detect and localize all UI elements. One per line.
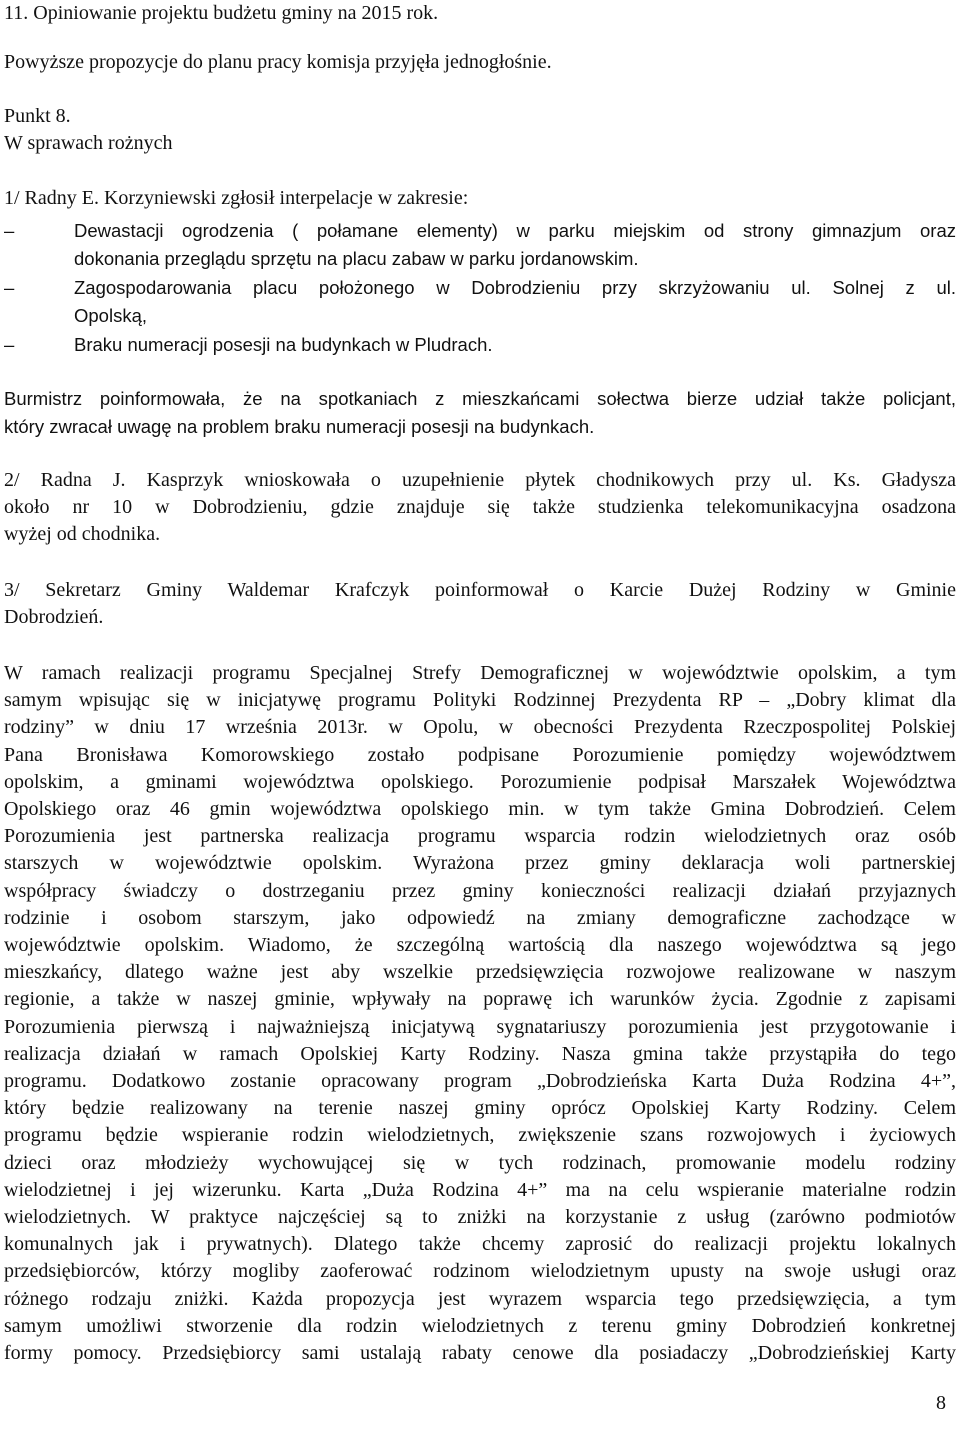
mayor-paragraph-line: Burmistrz poinformowała, że na spotkaniach z mieszkańcami sołectwa bierze udział także policjant, [4, 388, 956, 409]
secretary-paragraph-line: 3/ Sekretarz Gminy Waldemar Krafczyk poinformował o Karcie Dużej Rodziny w Gminie [4, 579, 956, 601]
paragraph-line: województwie opolskim. Wiadomo, że szczególną wartością dla naszego województwa są jego [4, 934, 956, 956]
paragraph-line: regionie, a także w naszej gminie, wpływały na poprawę ich warunków życia. Zgodnie z zapisami [4, 988, 956, 1011]
paragraph-line: samym umożliwi stworzenie dla rodzin wielodzietnych z terenu gminy Dobrodzień konkretnej [4, 1314, 956, 1337]
paragraph-line: opolskim, a gminami województwa opolskiego. Porozumienie podpisał Marszałek Województwa [4, 770, 956, 793]
interpellation-intro: 1/ Radny E. Korzyniewski zgłosił interpelacje w zakresie: [4, 187, 469, 209]
paragraph-line: współpracy świadczy o dostrzeganiu przez gminy konieczności realizacji działań przyjaznych [4, 879, 956, 902]
paragraph-line: Opolskiego oraz 46 gmin województwa opolskiego min. w tym także Gmina Dobrodzień. Celem [4, 798, 956, 820]
paragraph-line: W ramach realizacji programu Specjalnej Strefy Demograficznej w województwie opolskim, a tym [4, 662, 956, 684]
motion-paragraph-line: wyżej od chodnika. [4, 523, 161, 545]
approval-note: Powyższe propozycje do planu pracy komisja przyjęła jednogłośnie. [4, 51, 552, 73]
paragraph-line: komunalnych jak i prywatnych). Dlatego także chcemy zaprosić do realizacji projektu lokalnych [4, 1233, 956, 1256]
point-title: W sprawach rożnych [4, 132, 173, 154]
paragraph-line: realizacja działań w ramach Opolskiej Karty Rodziny. Nasza gmina także przystąpiła do tego [4, 1042, 956, 1065]
motion-paragraph-line: 2/ Radna J. Kasprzyk wnioskowała o uzupełnienie płytek chodnikowych przy ul. Ks. Gładysza [4, 469, 956, 491]
paragraph-line: programu będzie wspieranie rodzin wielodzietnych, zwiększenie szans rozwojowych i życiowych [4, 1124, 956, 1147]
paragraph-line: Pana Bronisława Komorowskiego zostało podpisane Porozumienie pomiędzy województwem [4, 743, 956, 766]
paragraph-line: starszych w województwie opolskim. Wyrażona przez gminy deklaracja woli partnerskiej [4, 852, 956, 875]
paragraph-line: wielodzietnej i jej wizerunku. Karta „Duża Rodzina 4+” ma na celu wspieranie materialne rodzin [4, 1178, 956, 1201]
bullet-line: Braku numeracji posesji na budynkach w Pludrach. [74, 334, 493, 355]
paragraph-line: przedsiębiorców, którzy mogliby zaoferować rodzinom wielodzietnym upusty na swoje usługi oraz [4, 1260, 956, 1283]
paragraph-line: formy pomocy. Przedsiębiorcy sami ustalają rabaty cenowe dla posiadaczy „Dobrodzieńskiej Karty [4, 1342, 956, 1364]
paragraph-line: wielodzietnych. W praktyce najczęściej są to zniżki na korzystanie z usług (zarówno podmiotów [4, 1206, 956, 1228]
bullet-line: Zagospodarowania placu położonego w Dobrodzieniu przy skrzyżowaniu ul. Solnej z ul. [74, 277, 956, 298]
mayor-paragraph-line: który zwracał uwagę na problem braku numeracji posesji na budynkach. [4, 416, 595, 437]
bullet-line: Dewastacji ogrodzenia ( połamane elementy) w parku miejskim od strony gimnazjum oraz [74, 220, 956, 241]
dash-bullet-icon: – [4, 334, 15, 355]
paragraph-line: samym wpisując się w inicjatywę programu Polityki Rodzinnej Prezydenta RP – „Dobry klimat dla [4, 689, 956, 712]
agenda-item-11: 11. Opiniowanie projektu budżetu gminy na 2015 rok. [4, 2, 439, 24]
bullet-line: dokonania przeglądu sprzętu na placu zabaw w parku jordanowskim. [74, 248, 639, 269]
secretary-paragraph-line: Dobrodzień. [4, 606, 104, 628]
paragraph-line: Porozumienia jest partnerska realizacja programu wsparcia rodzin wielodzietnych oraz osób [4, 825, 956, 848]
paragraph-line: który będzie realizowany na terenie naszej gminy oprócz Opolskiej Karty Rodziny. Celem [4, 1097, 956, 1120]
paragraph-line: różnego rodzaju zniżki. Każda propozycja jest wyrazem wsparcia tego przedsięwzięcia, a tym [4, 1287, 956, 1310]
paragraph-line: rodziny” w dniu 17 września 2013r. w Opolu, w obecności Prezydenta Rzeczpospolitej Polskiej [4, 716, 956, 739]
motion-paragraph-line: około nr 10 w Dobrodzieniu, gdzie znajduje się także studzienka telekomunikacyjna osadzona [4, 496, 956, 518]
dash-bullet-icon: – [4, 277, 15, 298]
page-number: 8 [936, 1392, 946, 1414]
paragraph-line: dzieci oraz młodzieży wychowującej się w tych rodzinach, promowanie modelu rodziny [4, 1151, 956, 1174]
paragraph-line: programu. Dodatkowo zostanie opracowany program „Dobrodzieńska Karta Duża Rodzina 4+”, [4, 1070, 956, 1092]
paragraph-line: rodzinie i osobom starszym, jako odpowiedź na zmiany demograficzne zachodzące w [4, 906, 956, 929]
dash-bullet-icon: – [4, 220, 15, 241]
point-label: Punkt 8. [4, 105, 71, 127]
bullet-line: Opolską, [74, 305, 148, 326]
paragraph-line: Porozumienia pierwszą i najważniejszą inicjatywą sygnatariuszy porozumienia jest przygotowanie i [4, 1015, 956, 1038]
paragraph-line: mieszkańcy, dlatego ważne jest aby wszelkie przedsięwzięcia rozwojowe realizowane w naszym [4, 961, 956, 984]
